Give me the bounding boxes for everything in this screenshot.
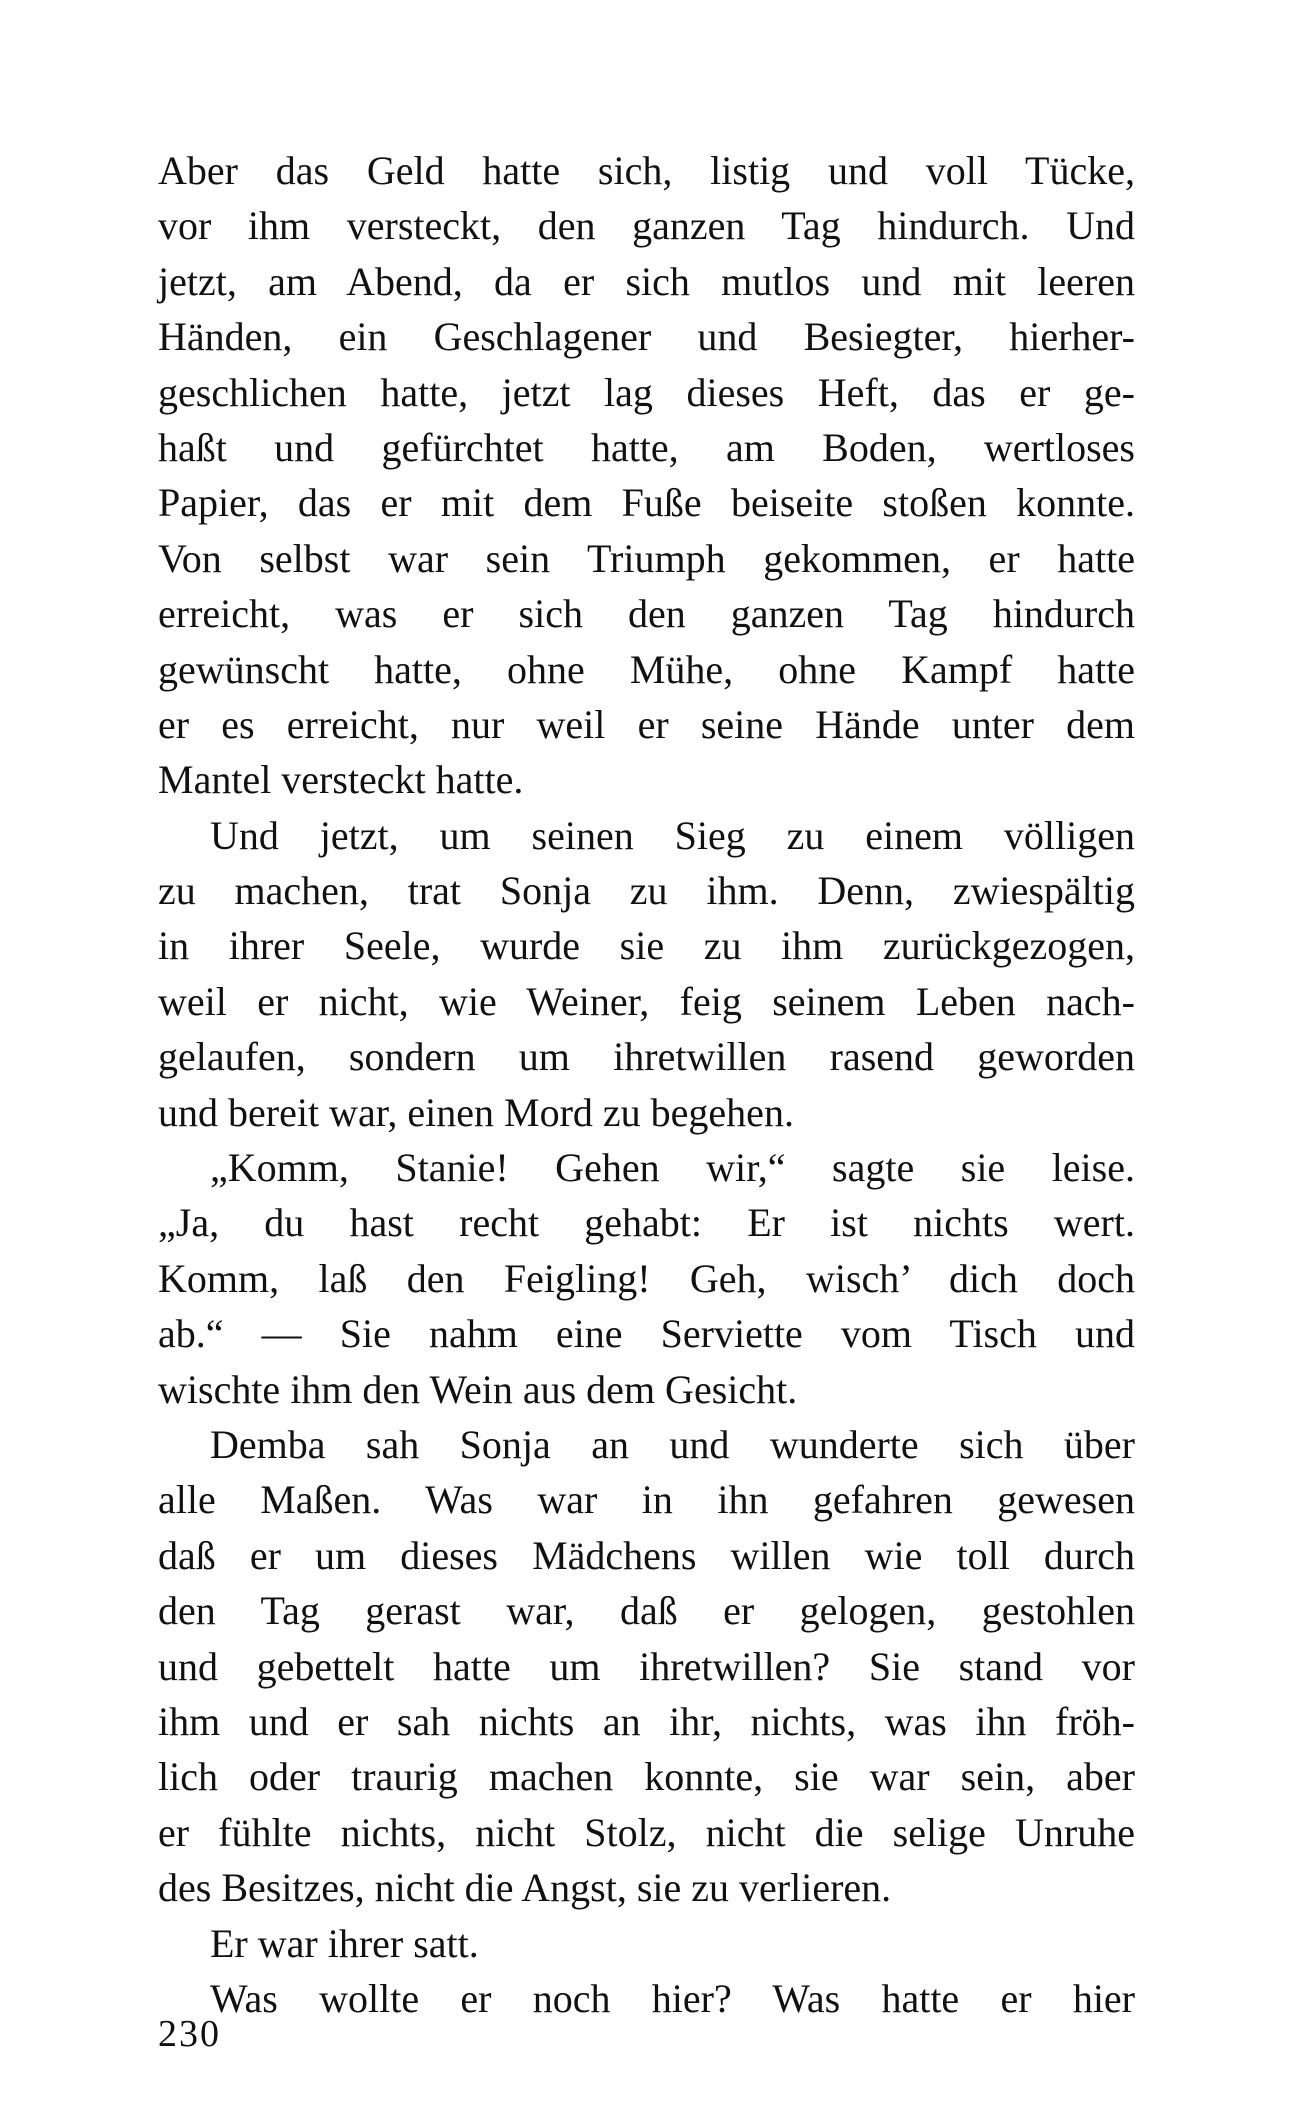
text-line: Papier, das er mit dem Fuße beiseite stoßen konnte. <box>158 480 1135 526</box>
text-line: er es erreicht, nur weil er seine Hände unter dem <box>158 701 1135 747</box>
text-line: Aber das Geld hatte sich, listig und voll Tücke, <box>158 148 1135 193</box>
text-line: daß er um dieses Mädchens willen wie toll durch <box>158 1532 1135 1578</box>
body-text <box>158 143 1135 2026</box>
text-line: Demba sah Sonja an und wunderte sich über <box>210 1421 1135 1467</box>
text-line: er fühlte nichts, nicht Stolz, nicht die selige Unruhe <box>158 1809 1135 1855</box>
text-line: jetzt, am Abend, da er sich mutlos und mit leeren <box>158 258 1135 304</box>
paragraph <box>158 143 1135 808</box>
text-line: Und jetzt, um seinen Sieg zu einem völligen <box>210 812 1135 858</box>
text-line: vor ihm versteckt, den ganzen Tag hindurch. Und <box>158 203 1135 249</box>
text-line: „Ja, du hast recht gehabt: Er ist nichts wert. <box>158 1200 1135 1246</box>
text-line: Händen, ein Geschlagener und Besiegter, hierher- <box>158 314 1135 360</box>
text-line: weil er nicht, wie Weiner, feig seinem Leben nach- <box>158 978 1135 1024</box>
text-line: geschlichen hatte, jetzt lag dieses Heft, das er ge- <box>158 369 1135 415</box>
text-line: Mantel versteckt hatte. <box>158 757 524 803</box>
text-line: gewünscht hatte, ohne Mühe, ohne Kampf hatte <box>158 646 1135 692</box>
text-line: in ihrer Seele, wurde sie zu ihm zurückgezogen, <box>158 923 1135 969</box>
text-line: und gebettelt hatte um ihretwillen? Sie stand vor <box>158 1643 1135 1689</box>
paragraph <box>158 808 1135 1140</box>
text-line: gelaufen, sondern um ihretwillen rasend geworden <box>158 1034 1135 1080</box>
paragraph <box>158 1140 1135 1417</box>
text-line: Komm, laß den Feigling! Geh, wisch’ dich doch <box>158 1255 1135 1301</box>
text-line: ab.“ — Sie nahm eine Serviette vom Tisch und <box>158 1311 1135 1357</box>
text-line: ihm und er sah nichts an ihr, nichts, was ihn fröh- <box>158 1698 1135 1744</box>
text-line: haßt und gefürchtet hatte, am Boden, wertloses <box>158 424 1135 470</box>
text-line: und bereit war, einen Mord zu begehen. <box>158 1089 794 1135</box>
text-line: den Tag gerast war, daß er gelogen, gestohlen <box>158 1588 1135 1634</box>
text-line: lich oder traurig machen konnte, sie war sein, aber <box>158 1754 1135 1800</box>
text-line: „Komm, Stanie! Gehen wir,“ sagte sie leise. <box>210 1145 1135 1191</box>
text-line: Er war ihrer satt. <box>210 1920 479 1966</box>
text-line: Von selbst war sein Triumph gekommen, er hatte <box>158 535 1135 581</box>
page-number: 230 <box>158 2013 221 2055</box>
text-line: Was wollte er noch hier? Was hatte er hier <box>210 1975 1135 2021</box>
text-line: alle Maßen. Was war in ihn gefahren gewesen <box>158 1477 1135 1523</box>
paragraph <box>158 1916 1135 1971</box>
text-line: wischte ihm den Wein aus dem Gesicht. <box>158 1366 798 1412</box>
text-line: des Besitzes, nicht die Angst, sie zu verlieren. <box>158 1865 892 1911</box>
paragraph <box>158 1971 1135 2026</box>
paragraph <box>158 1417 1135 1916</box>
text-line: erreicht, was er sich den ganzen Tag hindurch <box>158 591 1135 637</box>
text-line: zu machen, trat Sonja zu ihm. Denn, zwiespältig <box>158 868 1135 914</box>
